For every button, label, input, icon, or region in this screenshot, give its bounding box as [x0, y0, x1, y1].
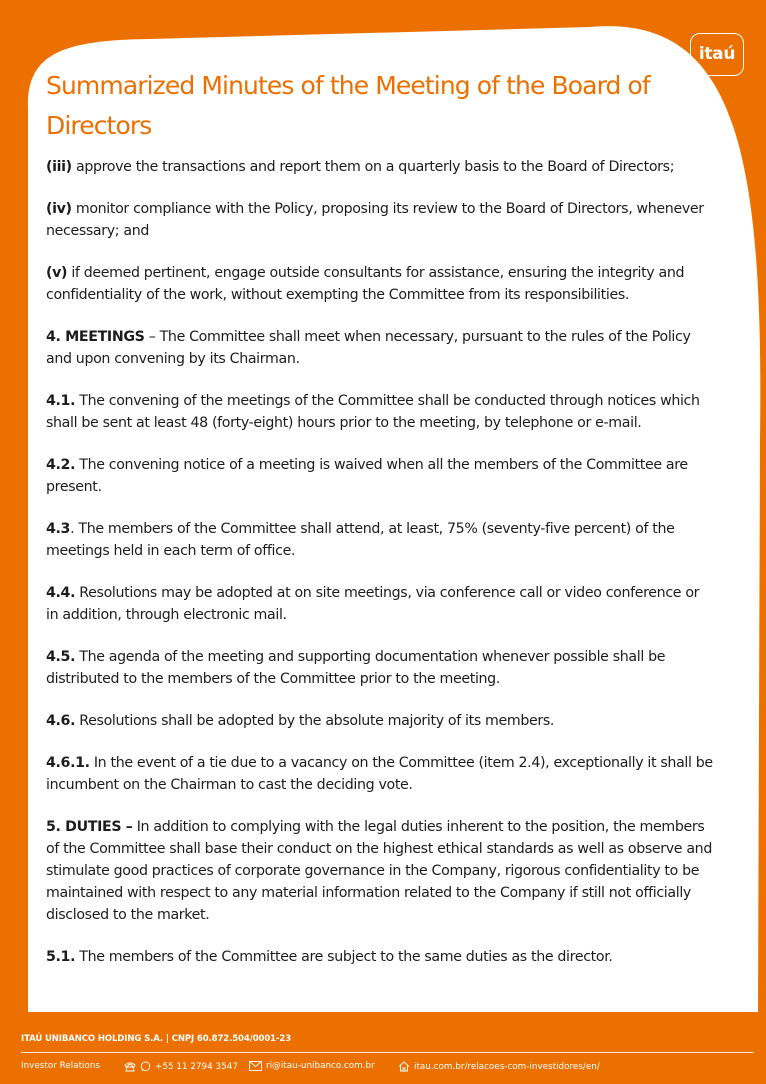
- document-body: [46, 156, 714, 988]
- paragraph: [46, 518, 714, 562]
- paragraph: [46, 326, 714, 370]
- mail-icon: [249, 1061, 262, 1071]
- paragraph: [46, 752, 714, 796]
- footer-email[interactable]: [249, 1061, 375, 1071]
- paragraph-text: The convening of the meetings of the Committee shall be conducted through notices which shall be sent at least 48 (forty-eight) hours prior to the meeting, by telephone or e-mail.: [46, 393, 700, 431]
- footer-website[interactable]: [398, 1061, 600, 1072]
- paragraph-text: The agenda of the meeting and supporting documentation whenever possible shall be distributed to the members of the Committee prior to the meeting.: [46, 649, 666, 687]
- paragraph-label: 5.1.: [46, 949, 76, 965]
- paragraph: [46, 582, 714, 626]
- footer-company-line: ITAÚ UNIBANCO HOLDING S.A. | CNPJ 60.872.504/0001-23: [21, 1034, 292, 1044]
- paragraph-label: 4.1.: [46, 393, 76, 409]
- paragraph-label: 4.6.: [46, 713, 76, 729]
- paragraph-text: In addition to complying with the legal duties inherent to the position, the members of the Committee shall base their conduct on the highest ethical standards as well as observe and stimulate good practices of corporate governance in the Company, rigorous confidentiality to be maintained with respect to any material information related to the Company if still not officially disclosed to the market.: [46, 819, 712, 923]
- paragraph: [46, 646, 714, 690]
- paragraph-text: The convening notice of a meeting is waived when all the members of the Committee are present.: [46, 457, 688, 495]
- paragraph: [46, 198, 714, 242]
- footer-phone[interactable]: [124, 1061, 238, 1072]
- paragraph: [46, 156, 714, 178]
- paragraph: [46, 816, 714, 926]
- paragraph-label: 4.6.1.: [46, 755, 90, 771]
- paragraph-text: In the event of a tie due to a vacancy on the Committee (item 2.4), exceptionally it shall be incumbent on the Chairman to cast the deciding vote.: [46, 755, 713, 793]
- paragraph-label: 4.2.: [46, 457, 76, 473]
- phone-icon: [124, 1062, 136, 1072]
- paragraph-text: – The Committee shall meet when necessary, pursuant to the rules of the Policy and upon convening by its Chairman.: [46, 329, 691, 367]
- paragraph: [46, 710, 714, 732]
- paragraph-text: if deemed pertinent, engage outside consultants for assistance, ensuring the integrity and confidentiality of the work, without exempting the Committee from its responsibilities.: [46, 265, 685, 303]
- page-title: Summarized Minutes of the Meeting of the Board of Directors: [46, 71, 650, 140]
- footer-divider: [21, 1052, 754, 1053]
- paragraph-label: 5. DUTIES –: [46, 819, 133, 835]
- paragraph: [46, 946, 714, 968]
- paragraph-label: (iii): [46, 159, 72, 175]
- paragraph-text: monitor compliance with the Policy, proposing its review to the Board of Directors, whenever necessary; and: [46, 201, 704, 239]
- paragraph-text: . The members of the Committee shall attend, at least, 75% (seventy-five percent) of the meetings held in each term of office.: [46, 521, 675, 559]
- paragraph-label: 4.5.: [46, 649, 76, 665]
- paragraph-text: The members of the Committee are subject to the same duties as the director.: [75, 949, 613, 965]
- paragraph: [46, 262, 714, 306]
- paragraph: [46, 390, 714, 434]
- footer-website-text: itau.com.br/relacoes-com-investidores/en/: [414, 1061, 600, 1072]
- paragraph: [46, 454, 714, 498]
- itau-logo: itaú: [690, 33, 744, 76]
- home-icon: [398, 1061, 410, 1072]
- paragraph-label: (v): [46, 265, 68, 281]
- paragraph-label: 4. MEETINGS: [46, 329, 145, 345]
- paragraph-text: Resolutions may be adopted at on site meetings, via conference call or video conference or in addition, through electronic mail.: [46, 585, 700, 623]
- paragraph-text: Resolutions shall be adopted by the absolute majority of its members.: [75, 713, 555, 729]
- paragraph-label: 4.3: [46, 521, 71, 537]
- paragraph-label: (iv): [46, 201, 72, 217]
- footer-phone-text: +55 11 2794 3547: [155, 1061, 238, 1072]
- paragraph-label: 4.4.: [46, 585, 76, 601]
- paragraph-text: approve the transactions and report them on a quarterly basis to the Board of Directors;: [71, 159, 675, 175]
- footer-email-text: ri@itau-unibanco.com.br: [266, 1061, 375, 1071]
- footer-investor-relations: Investor Relations: [21, 1061, 101, 1071]
- whatsapp-icon: [140, 1061, 151, 1072]
